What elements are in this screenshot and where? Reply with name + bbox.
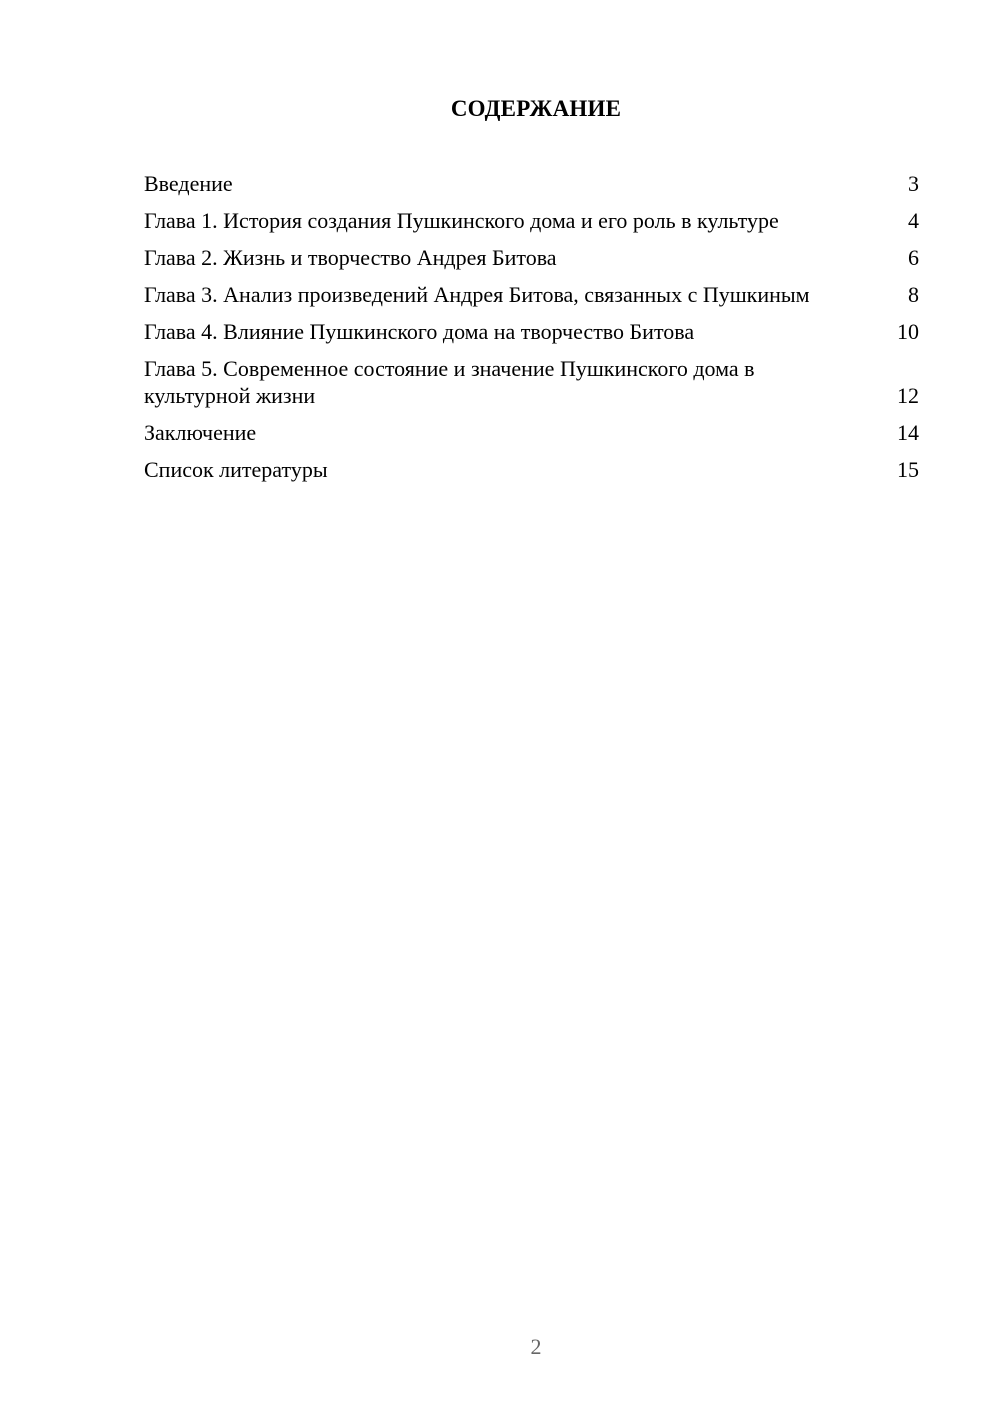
- toc-entry-page: 4: [908, 208, 919, 233]
- toc-entry-title: Глава 5. Современное состояние и значение Пушкинского дома в культурной жизни: [144, 356, 755, 408]
- table-of-contents: [144, 170, 919, 493]
- toc-entry-page: 6: [908, 245, 919, 270]
- toc-entry: [144, 456, 919, 483]
- toc-entry: [144, 170, 919, 197]
- toc-entry-title: Глава 3. Анализ произведений Андрея Битова, связанных с Пушкиным: [144, 282, 810, 307]
- toc-entry-title: Введение: [144, 171, 233, 196]
- toc-entry-page: 15: [897, 457, 919, 482]
- toc-entry-page: 10: [897, 319, 919, 344]
- toc-entry: [144, 207, 919, 234]
- toc-entry-title: Глава 4. Влияние Пушкинского дома на творчество Битова: [144, 319, 695, 344]
- toc-entry: [144, 419, 919, 446]
- toc-entry-title: Список литературы: [144, 457, 328, 482]
- toc-entry-title: Глава 1. История создания Пушкинского дома и его роль в культуре: [144, 208, 779, 233]
- page-number: 2: [530, 1334, 542, 1359]
- toc-entry-page: 14: [897, 420, 919, 445]
- toc-entry-page: 3: [908, 171, 919, 196]
- page-title: СОДЕРЖАНИЕ: [450, 96, 622, 121]
- toc-entry-title: Глава 2. Жизнь и творчество Андрея Битова: [144, 245, 557, 270]
- toc-entry: [144, 244, 919, 271]
- toc-entry-page: 8: [908, 282, 919, 307]
- toc-entry: [144, 318, 919, 345]
- toc-entry-title: Заключение: [144, 420, 257, 445]
- toc-entry: [144, 281, 919, 308]
- toc-entry: [144, 355, 919, 409]
- toc-entry-page: 12: [897, 383, 919, 408]
